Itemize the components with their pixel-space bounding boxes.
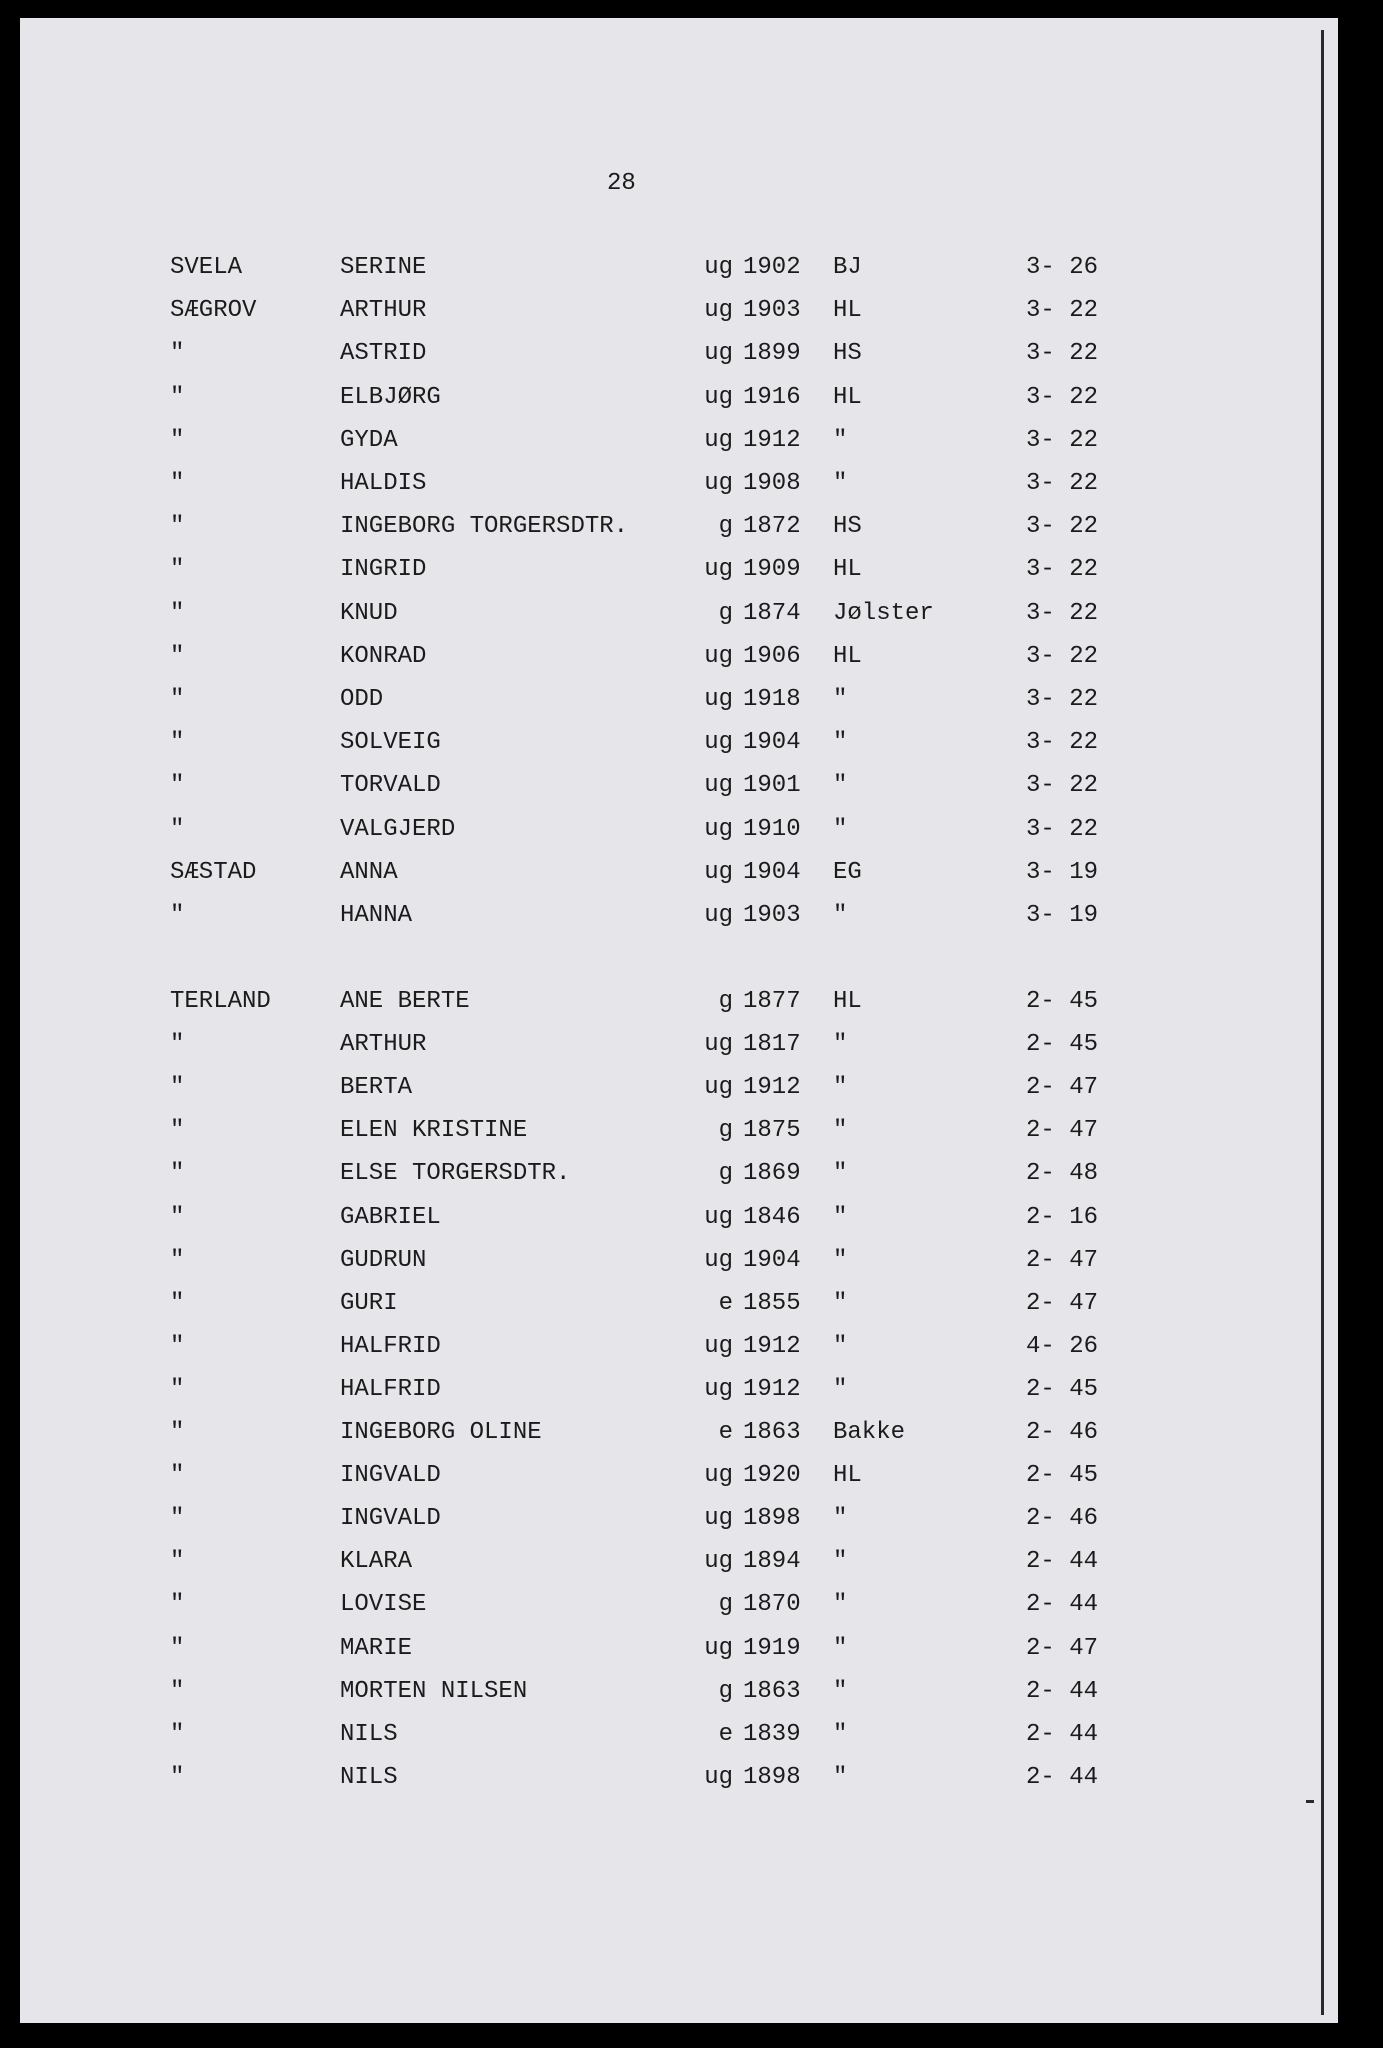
surname-cell: " [170,556,185,583]
surname-cell: " [170,729,185,756]
place-cell: HL [833,988,862,1015]
given-cell: ELBJØRG [340,384,441,411]
given-cell: GABRIEL [340,1204,441,1231]
table-row [0,384,1383,418]
given-cell: NILS [340,1721,398,1748]
status-cell: ug [704,1333,733,1360]
year-cell: 1817 [743,1031,801,1058]
place-cell: " [833,1635,848,1662]
status-cell: g [718,1160,733,1187]
place-cell: " [833,1160,848,1187]
place-cell: " [833,427,848,454]
place-cell: BJ [833,254,862,281]
table-row [0,1160,1383,1194]
ref-cell: 2- 48 [1025,1160,1098,1187]
place-cell: " [833,1290,848,1317]
given-cell: GYDA [340,427,398,454]
surname-cell: " [170,1462,185,1489]
surname-cell: " [170,1505,185,1532]
table-row [0,1635,1383,1669]
ref-cell: 3- 22 [1025,427,1098,454]
surname-cell: " [170,1247,185,1274]
table-row [0,254,1383,288]
surname-cell: SVELA [170,254,243,281]
table-row [0,1419,1383,1453]
status-cell: ug [704,1505,733,1532]
ref-cell: 3- 22 [1025,600,1098,627]
table-row [0,556,1383,590]
given-cell: BERTA [340,1074,413,1101]
given-cell: KLARA [340,1548,413,1575]
ref-cell: 3- 19 [1025,902,1098,929]
status-cell: ug [704,1376,733,1403]
ref-cell: 3- 22 [1025,686,1098,713]
year-cell: 1916 [743,384,801,411]
status-cell: g [718,1591,733,1618]
surname-cell: " [170,1290,185,1317]
ref-cell: 2- 45 [1025,1462,1098,1489]
given-cell: INGRID [340,556,427,583]
year-cell: 1869 [743,1160,801,1187]
year-cell: 1855 [743,1290,801,1317]
given-cell: HALDIS [340,470,427,497]
ref-cell: 2- 44 [1025,1548,1098,1575]
table-row [0,1678,1383,1712]
table-row [0,686,1383,720]
place-cell: HL [833,556,862,583]
ref-cell: 2- 47 [1025,1247,1098,1274]
status-cell: g [718,513,733,540]
ref-cell: 2- 47 [1025,1117,1098,1144]
ref-cell: 3- 22 [1025,340,1098,367]
ref-cell: 2- 44 [1025,1721,1098,1748]
table-row [0,513,1383,547]
table-row [0,988,1383,1022]
year-cell: 1903 [743,297,801,324]
surname-cell: " [170,1160,185,1187]
place-cell: " [833,686,848,713]
surname-cell: " [170,1635,185,1662]
given-cell: KNUD [340,600,398,627]
status-cell: ug [704,1074,733,1101]
year-cell: 1912 [743,1376,801,1403]
given-cell: SOLVEIG [340,729,441,756]
status-cell: ug [704,902,733,929]
ref-cell: 2- 45 [1025,1376,1098,1403]
surname-cell: SÆSTAD [170,859,257,886]
given-cell: INGVALD [340,1462,441,1489]
status-cell: g [718,1117,733,1144]
table-row [0,1247,1383,1281]
given-cell: VALGJERD [340,816,456,843]
table-row [0,340,1383,374]
surname-cell: " [170,1074,185,1101]
given-cell: ASTRID [340,340,427,367]
ref-cell: 2- 46 [1025,1505,1098,1532]
status-cell: ug [704,859,733,886]
status-cell: g [718,1678,733,1705]
given-cell: ELEN KRISTINE [340,1117,528,1144]
table-row [0,470,1383,504]
given-cell: ARTHUR [340,1031,427,1058]
surname-cell: " [170,686,185,713]
year-cell: 1902 [743,254,801,281]
given-cell: GURI [340,1290,398,1317]
year-cell: 1912 [743,1074,801,1101]
table-row [0,1290,1383,1324]
place-cell: Bakke [833,1419,906,1446]
year-cell: 1912 [743,427,801,454]
table-row [0,1333,1383,1367]
given-cell: SERINE [340,254,427,281]
ref-cell: 3- 19 [1025,859,1098,886]
place-cell: " [833,1721,848,1748]
ref-cell: 2- 47 [1025,1290,1098,1317]
status-cell: ug [704,1548,733,1575]
given-cell: INGEBORG OLINE [340,1419,542,1446]
status-cell: ug [704,556,733,583]
table-row [0,859,1383,893]
surname-cell: " [170,340,185,367]
surname-cell: " [170,1678,185,1705]
ref-cell: 2- 44 [1025,1764,1098,1791]
surname-cell: " [170,643,185,670]
given-cell: ELSE TORGERSDTR. [340,1160,571,1187]
status-cell: ug [704,1247,733,1274]
table-row [0,1721,1383,1755]
surname-cell: " [170,1764,185,1791]
place-cell: " [833,1117,848,1144]
status-cell: ug [704,297,733,324]
status-cell: g [718,600,733,627]
place-cell: Jølster [833,600,934,627]
given-cell: INGVALD [340,1505,441,1532]
given-cell: ARTHUR [340,297,427,324]
place-cell: " [833,1548,848,1575]
table-row [0,1031,1383,1065]
surname-cell: " [170,902,185,929]
place-cell: " [833,1247,848,1274]
status-cell: ug [704,1635,733,1662]
table-row [0,1074,1383,1108]
status-cell: ug [704,643,733,670]
given-cell: MARIE [340,1635,413,1662]
status-cell: e [718,1290,733,1317]
ref-cell: 3- 22 [1025,384,1098,411]
table-row [0,772,1383,806]
ref-cell: 3- 22 [1025,643,1098,670]
given-cell: MORTEN NILSEN [340,1678,528,1705]
given-cell: TORVALD [340,772,441,799]
ref-cell: 2- 47 [1025,1635,1098,1662]
surname-cell: " [170,1333,185,1360]
status-cell: ug [704,729,733,756]
ref-cell: 3- 26 [1025,254,1098,281]
year-cell: 1904 [743,729,801,756]
place-cell: HS [833,340,862,367]
year-cell: 1894 [743,1548,801,1575]
year-cell: 1870 [743,1591,801,1618]
table-row [0,1591,1383,1625]
surname-cell: " [170,600,185,627]
place-cell: EG [833,859,862,886]
year-cell: 1872 [743,513,801,540]
status-cell: ug [704,470,733,497]
place-cell: " [833,470,848,497]
status-cell: ug [704,772,733,799]
place-cell: " [833,1376,848,1403]
year-cell: 1899 [743,340,801,367]
given-cell: HALFRID [340,1376,441,1403]
place-cell: " [833,1204,848,1231]
surname-cell: " [170,816,185,843]
table-row [0,1505,1383,1539]
page-number: 28 [607,170,636,197]
status-cell: ug [704,254,733,281]
table-row [0,1764,1383,1798]
surname-cell: " [170,1204,185,1231]
year-cell: 1920 [743,1462,801,1489]
place-cell: HL [833,384,862,411]
place-cell: " [833,1678,848,1705]
surname-cell: " [170,1721,185,1748]
place-cell: " [833,772,848,799]
status-cell: g [718,988,733,1015]
surname-cell: " [170,1591,185,1618]
surname-cell: TERLAND [170,988,271,1015]
table-row [0,902,1383,936]
given-cell: GUDRUN [340,1247,427,1274]
given-cell: HANNA [340,902,413,929]
ref-cell: 2- 47 [1025,1074,1098,1101]
year-cell: 1904 [743,859,801,886]
table-row [0,1117,1383,1151]
status-cell: e [718,1721,733,1748]
given-cell: ANE BERTE [340,988,470,1015]
year-cell: 1909 [743,556,801,583]
year-cell: 1919 [743,1635,801,1662]
year-cell: 1874 [743,600,801,627]
table-row [0,427,1383,461]
surname-cell: " [170,772,185,799]
table-row [0,1462,1383,1496]
ref-cell: 2- 44 [1025,1678,1098,1705]
place-cell: " [833,729,848,756]
year-cell: 1846 [743,1204,801,1231]
ref-cell: 3- 22 [1025,729,1098,756]
status-cell: ug [704,340,733,367]
table-row [0,600,1383,634]
place-cell: " [833,902,848,929]
table-row [0,816,1383,850]
ref-cell: 2- 45 [1025,1031,1098,1058]
margin-mark [1306,1800,1314,1803]
year-cell: 1839 [743,1721,801,1748]
place-cell: HL [833,1462,862,1489]
place-cell: " [833,1333,848,1360]
status-cell: ug [704,1031,733,1058]
table-row [0,729,1383,763]
status-cell: ug [704,1462,733,1489]
status-cell: ug [704,816,733,843]
status-cell: ug [704,1204,733,1231]
given-cell: NILS [340,1764,398,1791]
table-row [0,643,1383,677]
year-cell: 1904 [743,1247,801,1274]
table-row [0,297,1383,331]
given-cell: HALFRID [340,1333,441,1360]
year-cell: 1901 [743,772,801,799]
given-cell: ANNA [340,859,398,886]
year-cell: 1898 [743,1505,801,1532]
ref-cell: 3- 22 [1025,513,1098,540]
given-cell: ODD [340,686,384,713]
surname-cell: " [170,513,185,540]
surname-cell: " [170,470,185,497]
year-cell: 1903 [743,902,801,929]
year-cell: 1877 [743,988,801,1015]
ref-cell: 3- 22 [1025,772,1098,799]
year-cell: 1906 [743,643,801,670]
place-cell: HS [833,513,862,540]
year-cell: 1863 [743,1419,801,1446]
ref-cell: 3- 22 [1025,556,1098,583]
place-cell: HL [833,297,862,324]
table-row [0,1204,1383,1238]
status-cell: ug [704,384,733,411]
ref-cell: 3- 22 [1025,297,1098,324]
table-row [0,1376,1383,1410]
year-cell: 1910 [743,816,801,843]
place-cell: " [833,1074,848,1101]
year-cell: 1863 [743,1678,801,1705]
status-cell: ug [704,1764,733,1791]
surname-cell: " [170,1548,185,1575]
place-cell: HL [833,643,862,670]
place-cell: " [833,816,848,843]
surname-cell: " [170,1117,185,1144]
place-cell: " [833,1031,848,1058]
ref-cell: 4- 26 [1025,1333,1098,1360]
given-cell: KONRAD [340,643,427,670]
year-cell: 1875 [743,1117,801,1144]
place-cell: " [833,1591,848,1618]
place-cell: " [833,1764,848,1791]
given-cell: INGEBORG TORGERSDTR. [340,513,629,540]
table-row [0,1548,1383,1582]
status-cell: e [718,1419,733,1446]
year-cell: 1918 [743,686,801,713]
ref-cell: 3- 22 [1025,816,1098,843]
ref-cell: 2- 46 [1025,1419,1098,1446]
surname-cell: " [170,427,185,454]
surname-cell: " [170,1376,185,1403]
place-cell: " [833,1505,848,1532]
ref-cell: 2- 16 [1025,1204,1098,1231]
surname-cell: " [170,1031,185,1058]
year-cell: 1898 [743,1764,801,1791]
year-cell: 1912 [743,1333,801,1360]
surname-cell: SÆGROV [170,297,257,324]
ref-cell: 2- 44 [1025,1591,1098,1618]
ref-cell: 2- 45 [1025,988,1098,1015]
year-cell: 1908 [743,470,801,497]
surname-cell: " [170,1419,185,1446]
status-cell: ug [704,427,733,454]
surname-cell: " [170,384,185,411]
status-cell: ug [704,686,733,713]
given-cell: LOVISE [340,1591,427,1618]
ref-cell: 3- 22 [1025,470,1098,497]
